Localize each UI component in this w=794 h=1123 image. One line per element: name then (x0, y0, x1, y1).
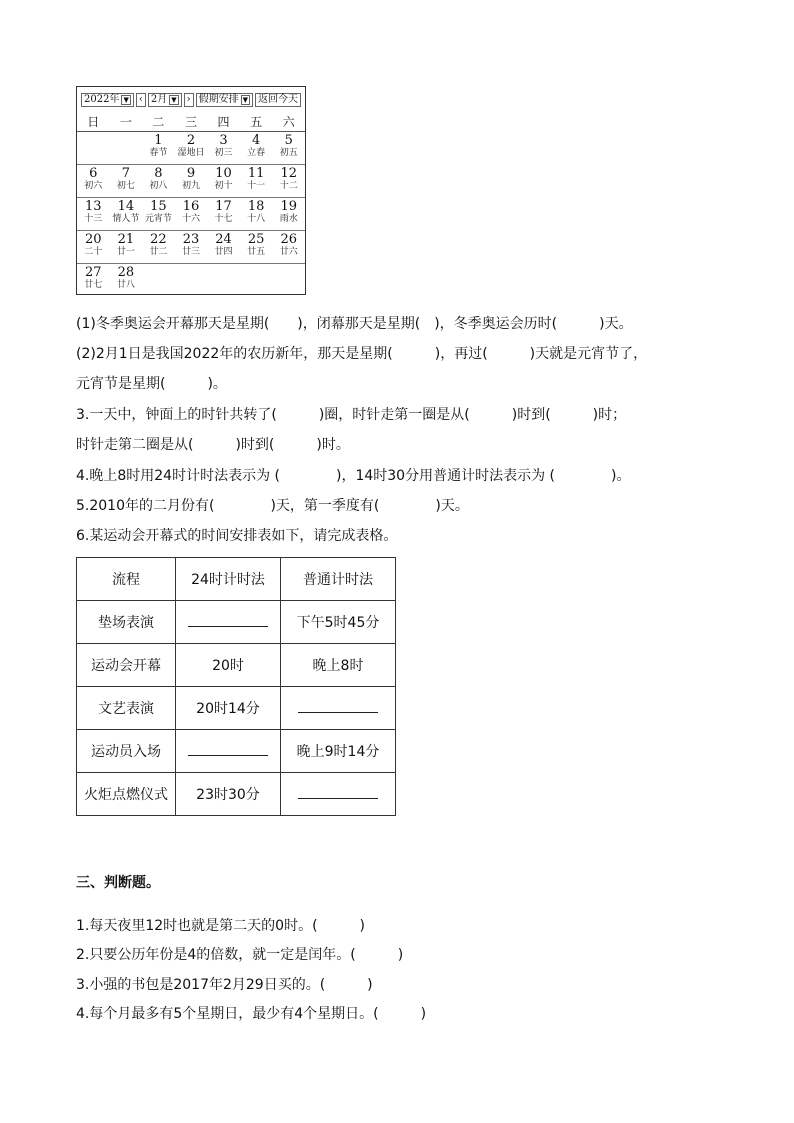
day-number (110, 132, 143, 134)
table-cell: 20时 (176, 644, 281, 687)
question-6: 6.某运动会开幕式的时间安排表如下，请完成表格。 (76, 528, 398, 544)
today-button[interactable] (255, 93, 301, 107)
lunar-label: 初七 (116, 181, 135, 191)
calendar-day-cell[interactable] (175, 132, 208, 164)
calendar-day-cell[interactable] (77, 231, 110, 263)
question-3a: 3.一天中，钟面上的时针共转了( )圈，时针走第一圈是从( )时到( )时； (76, 407, 627, 423)
month-select-value: 2月 (150, 94, 168, 105)
lunar-label: 二十 (84, 247, 103, 257)
table-row (77, 773, 396, 816)
day-number: 17 (215, 199, 232, 214)
day-number (240, 264, 273, 266)
calendar-day-cell[interactable] (272, 231, 305, 263)
calendar-day-cell (207, 264, 240, 296)
day-number: 2 (186, 133, 196, 148)
table-cell: 文艺表演 (77, 687, 176, 730)
day-number: 18 (247, 199, 265, 214)
lunar-label: 雨水 (279, 214, 298, 224)
chevron-right-icon: › (186, 94, 191, 105)
calendar-day-cell[interactable] (175, 231, 208, 263)
lunar-label: 情人节 (112, 214, 140, 224)
calendar-day-cell[interactable] (272, 132, 305, 164)
answer-underline (188, 743, 268, 756)
day-number: 24 (215, 232, 232, 247)
lunar-label: 初五 (279, 148, 298, 158)
question-4: 4.晚上8时用24时计时法表示为 ( )，14时30分用普通计时法表示为 ( )。 (76, 468, 631, 484)
table-cell: 垫场表演 (77, 601, 176, 644)
day-number: 8 (154, 166, 163, 181)
answer-underline (298, 786, 378, 799)
day-number: 16 (182, 199, 200, 214)
section-3-title: 三、判断题。 (76, 875, 160, 891)
calendar-day-cell[interactable] (142, 132, 175, 164)
answer-blank[interactable] (281, 687, 396, 730)
prev-month-button[interactable] (136, 93, 146, 107)
column-header: 24时计时法 (176, 558, 281, 601)
calendar-day-cell[interactable] (175, 198, 208, 230)
answer-underline (188, 614, 268, 627)
day-number: 22 (150, 232, 167, 247)
lunar-label: 十一 (247, 181, 266, 191)
table-cell: 20时14分 (176, 687, 281, 730)
lunar-label: 初八 (149, 181, 168, 191)
calendar-day-cell[interactable] (240, 198, 273, 230)
table-cell: 运动会开幕 (77, 644, 176, 687)
day-number: 25 (247, 232, 265, 247)
calendar-day-cell[interactable] (207, 132, 240, 164)
answer-blank[interactable] (176, 730, 281, 773)
calendar-day-cell[interactable] (240, 165, 273, 197)
question-1-2a: (2)2月1日是我国2022年的农历新年，那天是星期( )，再过( )天就是元宵节了， (76, 346, 648, 362)
lunar-label: 廿五 (247, 247, 266, 257)
year-select[interactable] (81, 93, 134, 107)
table-cell: 运动员入场 (77, 730, 176, 773)
calendar-week-row (77, 198, 305, 231)
column-header: 流程 (77, 558, 176, 601)
calendar-day-cell[interactable] (77, 264, 110, 296)
day-number: 7 (121, 166, 130, 181)
day-number: 28 (117, 265, 135, 280)
calendar-day-cell (142, 264, 175, 296)
lunar-label: 廿二 (149, 247, 168, 257)
lunar-label: 十三 (84, 214, 103, 224)
calendar-day-cell[interactable] (110, 231, 143, 263)
table-cell: 晚上8时 (281, 644, 396, 687)
month-select[interactable] (148, 93, 182, 107)
table-cell: 23时30分 (176, 773, 281, 816)
judge-item-3: 3.小强的书包是2017年2月29日买的。( ) (76, 977, 373, 993)
judge-item-2: 2.只要公历年份是4的倍数，就一定是闰年。( ) (76, 947, 404, 963)
calendar-day-cell[interactable] (142, 198, 175, 230)
day-number: 6 (89, 166, 98, 181)
day-number: 26 (280, 232, 297, 247)
calendar-day-cell (272, 264, 305, 296)
table-header-row (77, 558, 396, 601)
table-row (77, 730, 396, 773)
question-1-1: (1)冬季奥运会开幕那天是星期( )，闭幕那天是星期( )，冬季奥运会历时( )天。 (76, 316, 633, 332)
day-number (272, 264, 305, 266)
lunar-label: 立春 (247, 148, 266, 158)
answer-blank[interactable] (281, 773, 396, 816)
calendar-day-cell[interactable] (110, 165, 143, 197)
lunar-label: 初十 (214, 181, 233, 191)
chevron-down-icon: ▼ (123, 96, 129, 104)
lunar-label: 初三 (214, 148, 233, 158)
chevron-down-icon: ▼ (171, 96, 177, 104)
weekday-label: 四 (217, 115, 230, 129)
weekday-label: 日 (87, 115, 100, 129)
table-cell: 下午5时45分 (281, 601, 396, 644)
chevron-left-icon: ‹ (138, 94, 143, 105)
calendar-week-row (77, 231, 305, 264)
day-number: 4 (251, 133, 261, 148)
day-number: 3 (219, 133, 228, 148)
calendar-day-cell[interactable] (272, 198, 305, 230)
calendar-day-cell[interactable] (142, 165, 175, 197)
lunar-label: 初九 (181, 181, 200, 191)
lunar-label: 十七 (214, 214, 233, 224)
table-row (77, 687, 396, 730)
lunar-label: 十六 (181, 214, 200, 224)
day-number: 21 (117, 232, 135, 247)
calendar-day-cell[interactable] (110, 264, 143, 296)
day-number: 9 (186, 166, 196, 181)
day-number (142, 264, 175, 266)
schedule-table (76, 557, 396, 816)
calendar-week-row (77, 132, 305, 165)
calendar-day-cell[interactable] (77, 198, 110, 230)
day-number: 10 (215, 166, 232, 181)
day-number: 1 (154, 133, 163, 148)
day-number: 19 (280, 199, 297, 214)
answer-underline (298, 700, 378, 713)
day-number: 23 (182, 232, 200, 247)
calendar-day-cell[interactable] (207, 231, 240, 263)
lunar-label: 廿六 (279, 247, 298, 257)
calendar-day-cell[interactable] (240, 132, 273, 164)
lunar-label: 十八 (247, 214, 266, 224)
table-row (77, 601, 396, 644)
calendar-day-cell[interactable] (272, 165, 305, 197)
calendar-day-cell[interactable] (240, 231, 273, 263)
holiday-select-value: 假期安排 (198, 94, 239, 105)
calendar-day-cell (110, 132, 143, 164)
lunar-label: 元宵节 (144, 214, 172, 224)
calendar-day-cell[interactable] (207, 165, 240, 197)
day-number: 14 (117, 199, 135, 214)
lunar-label: 廿八 (116, 280, 135, 290)
answer-blank[interactable] (176, 601, 281, 644)
day-number (77, 132, 110, 134)
day-number: 15 (150, 199, 167, 214)
calendar-day-cell[interactable] (175, 165, 208, 197)
lunar-label: 十二 (279, 181, 298, 191)
calendar-day-cell[interactable] (207, 198, 240, 230)
question-1-2b: 元宵节是星期( )。 (76, 376, 227, 392)
weekday-label: 三 (184, 115, 197, 129)
column-header: 普通计时法 (281, 558, 396, 601)
calendar-week-row (77, 264, 305, 296)
weekday-header (77, 113, 305, 132)
chevron-down-icon: ▼ (242, 96, 248, 104)
weekday-label: 五 (250, 115, 263, 129)
calendar-day-cell (77, 132, 110, 164)
day-number: 11 (247, 166, 265, 181)
day-number: 27 (85, 265, 102, 280)
calendar-day-cell (175, 264, 208, 296)
table-row (77, 644, 396, 687)
judge-item-1: 1.每天夜里12时也就是第二天的0时。( ) (76, 918, 366, 934)
year-select-value: 2022年 (84, 94, 120, 105)
lunar-label: 廿四 (214, 247, 233, 257)
lunar-label: 春节 (149, 148, 168, 158)
calendar-day-cell[interactable] (110, 198, 143, 230)
lunar-label: 初六 (84, 181, 103, 191)
calendar-widget (76, 86, 306, 295)
calendar-day-cell[interactable] (142, 231, 175, 263)
weekday-label: 六 (282, 115, 295, 129)
table-cell: 火炬点燃仪式 (77, 773, 176, 816)
day-number: 13 (85, 199, 102, 214)
day-number (207, 264, 240, 266)
day-number (175, 264, 208, 266)
weekday-label: 二 (152, 115, 165, 129)
question-3b: 时针走第二圈是从( )时到( )时。 (76, 437, 350, 453)
lunar-label: 廿三 (181, 247, 200, 257)
next-month-button[interactable] (184, 93, 194, 107)
holiday-select[interactable] (196, 93, 253, 107)
calendar-week-row (77, 165, 305, 198)
weekday-label: 一 (119, 115, 132, 129)
lunar-label: 廿一 (116, 247, 135, 257)
day-number: 5 (284, 133, 293, 148)
calendar-toolbar (81, 93, 301, 109)
day-number: 12 (280, 166, 297, 181)
question-5: 5.2010年的二月份有( )天，第一季度有( )天。 (76, 498, 469, 514)
today-button-label: 返回今天 (258, 94, 298, 105)
day-number: 20 (85, 232, 102, 247)
lunar-label: 廿七 (84, 280, 103, 290)
judge-item-4: 4.每个月最多有5个星期日，最少有4个星期日。( ) (76, 1006, 427, 1022)
table-cell: 晚上9时14分 (281, 730, 396, 773)
lunar-label: 湿地日 (177, 148, 205, 158)
calendar-day-cell[interactable] (77, 165, 110, 197)
calendar-day-cell (240, 264, 273, 296)
